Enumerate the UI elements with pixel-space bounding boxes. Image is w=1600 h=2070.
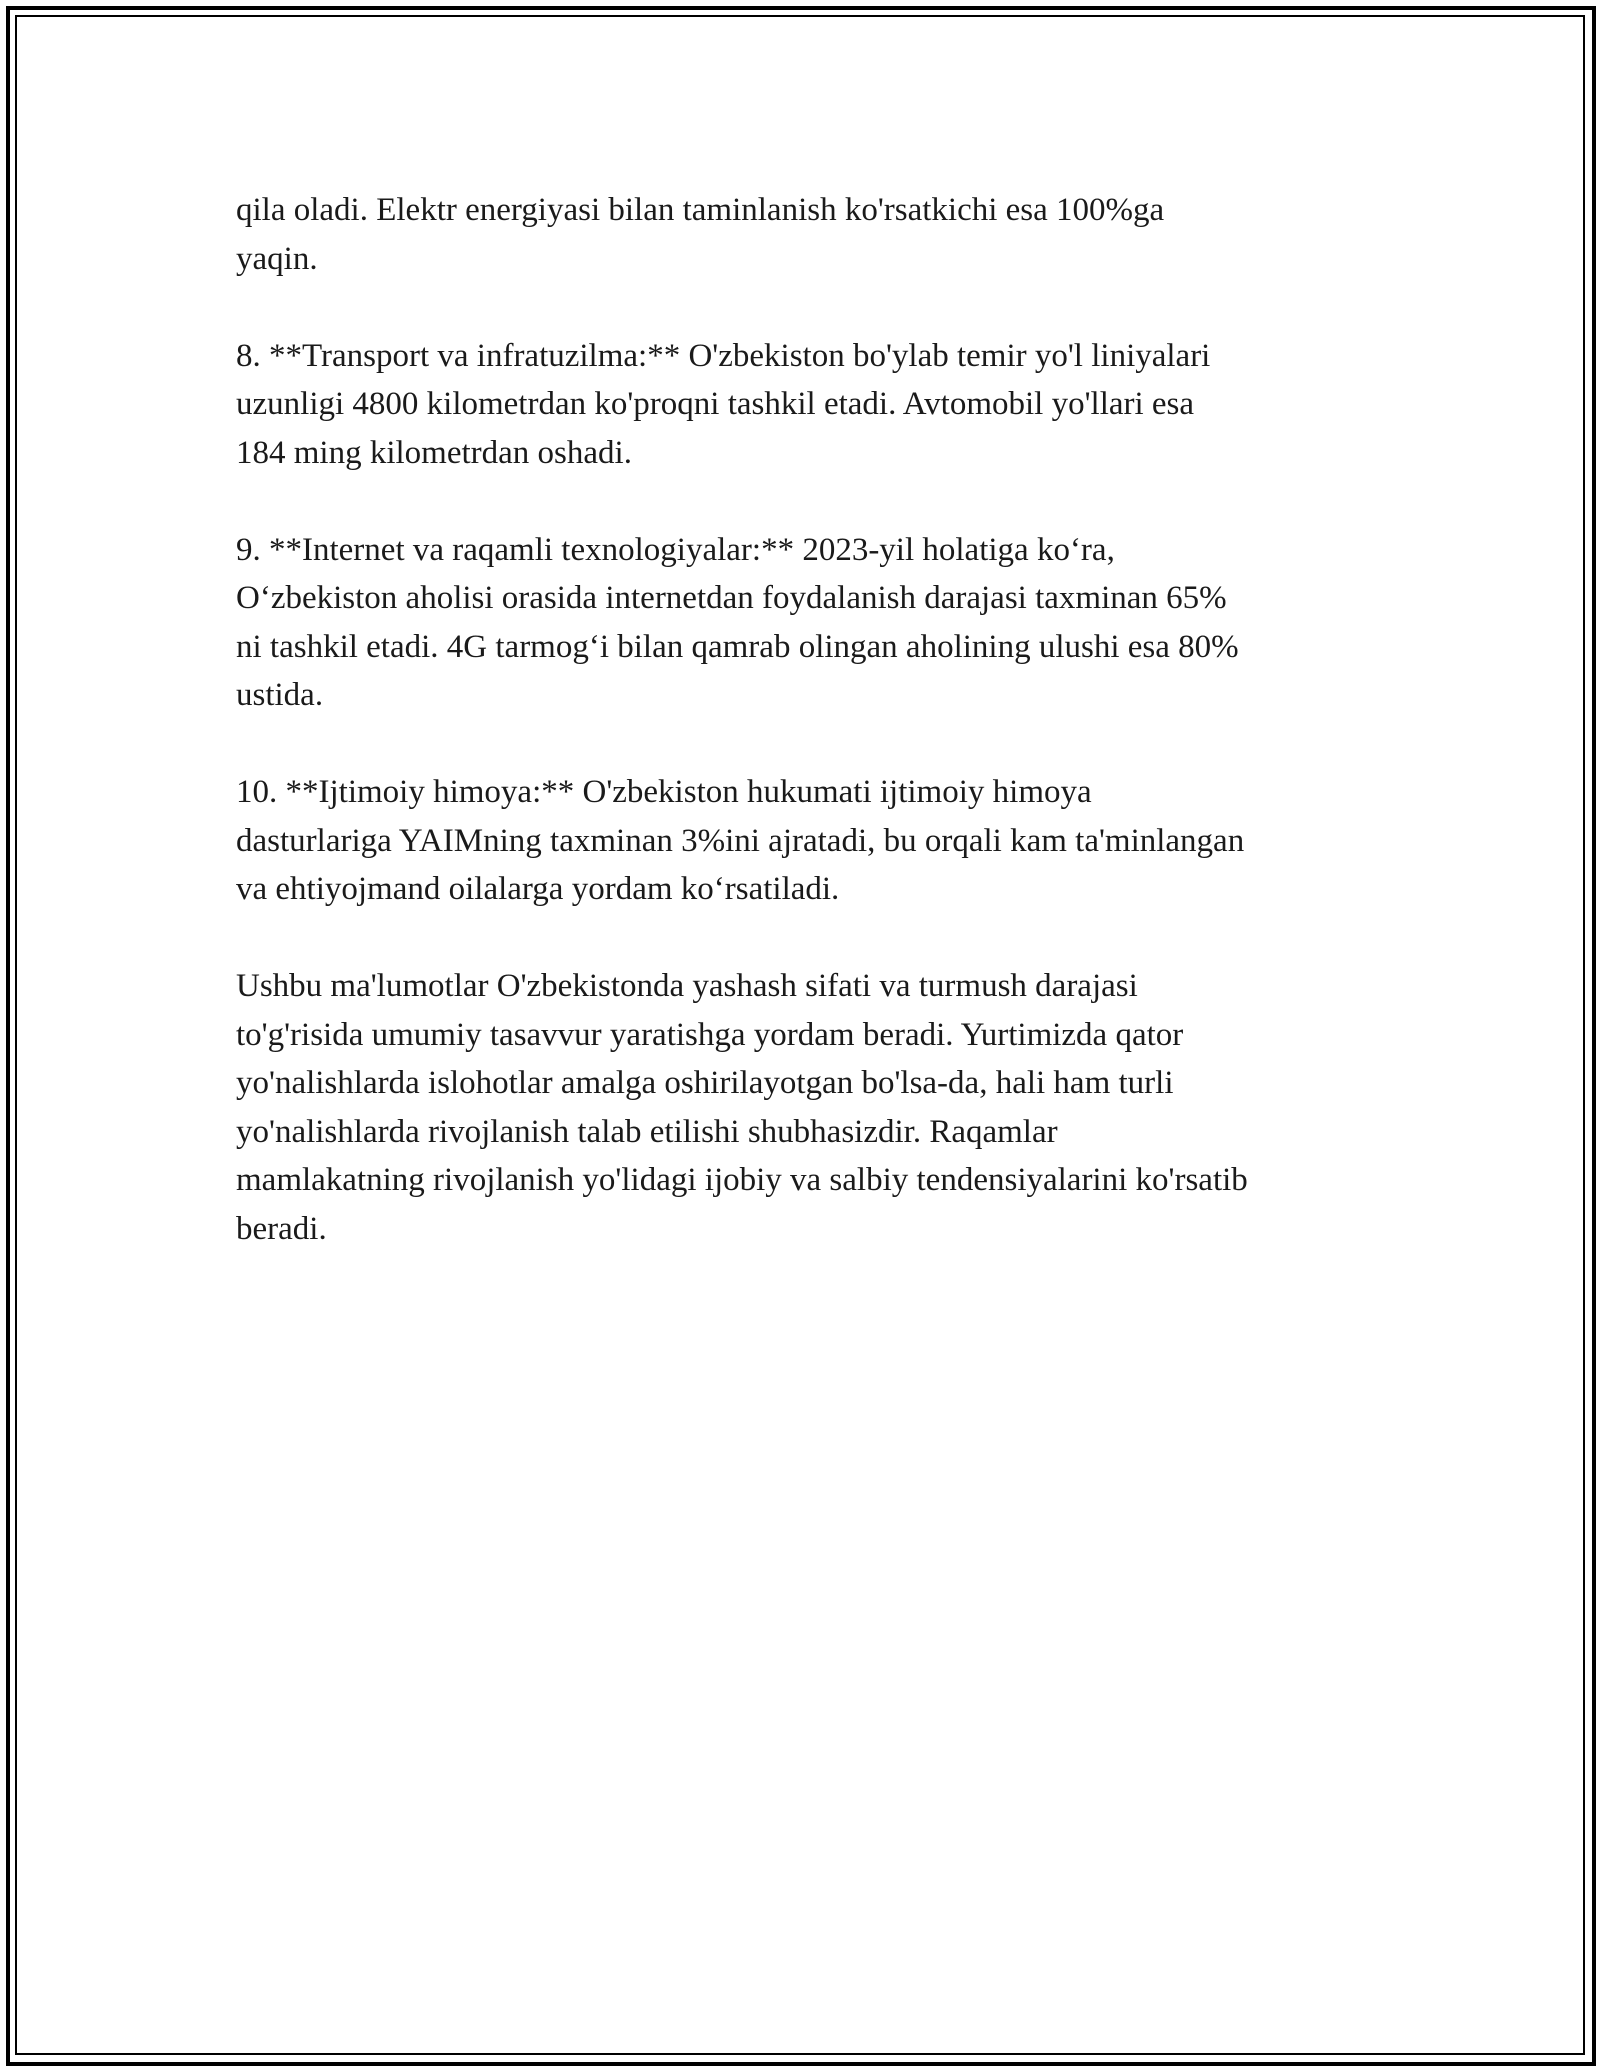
text-line: 8. **Transport va infratuzilma:** O'zbekiston bo'ylab temir yo'l liniyalari xyxy=(236,337,1211,374)
text-line: ni tashkil etadi. 4G tarmogʻi bilan qamrab olingan aholining ulushi esa 80% xyxy=(236,628,1239,665)
document-body xyxy=(236,186,1386,1302)
text-line: dasturlariga YAIMning taxminan 3%ini ajratadi, bu orqali kam ta'minlangan xyxy=(236,822,1245,859)
paragraph-social-protection xyxy=(236,768,1386,914)
text-line: to'g'risida umumiy tasavvur yaratishga yordam beradi. Yurtimizda qator xyxy=(236,1016,1184,1053)
text-line: beradi. xyxy=(236,1210,327,1247)
text-line: 9. **Internet va raqamli texnologiyalar:** 2023-yil holatiga koʻra, xyxy=(236,531,1115,568)
text-line: mamlakatning rivojlanish yo'lidagi ijobiy va salbiy tendensiyalarini ko'rsatib xyxy=(236,1162,1248,1198)
paragraph-transport xyxy=(236,332,1386,478)
text-line: Ushbu ma'lumotlar O'zbekistonda yashash sifati va turmush darajasi xyxy=(236,968,1138,1004)
text-line: yaqin. xyxy=(236,240,318,277)
text-line: uzunligi 4800 kilometrdan ko'proqni tashkil etadi. Avtomobil yo'llari esa xyxy=(236,386,1195,422)
paragraph-internet xyxy=(236,526,1386,720)
paragraph-conclusion xyxy=(236,962,1386,1253)
text-line: qila oladi. Elektr energiyasi bilan taminlanish ko'rsatkichi esa 100%ga xyxy=(236,192,1165,228)
text-line: Oʻzbekiston aholisi orasida internetdan foydalanish darajasi taxminan 65% xyxy=(236,580,1227,616)
text-line: 10. **Ijtimoiy himoya:** O'zbekiston hukumati ijtimoiy himoya xyxy=(236,774,1092,810)
text-line: yo'nalishlarda islohotlar amalga oshirilayotgan bo'lsa-da, hali ham turli xyxy=(236,1065,1174,1101)
text-line: ustida. xyxy=(236,677,324,713)
text-line: yo'nalishlarda rivojlanish talab etilishi shubhasizdir. Raqamlar xyxy=(236,1113,1058,1150)
text-line: va ehtiyojmand oilalarga yordam koʻrsatiladi. xyxy=(236,871,840,907)
paragraph-electricity xyxy=(236,186,1386,283)
text-line: 184 ming kilometrdan oshadi. xyxy=(236,434,632,471)
